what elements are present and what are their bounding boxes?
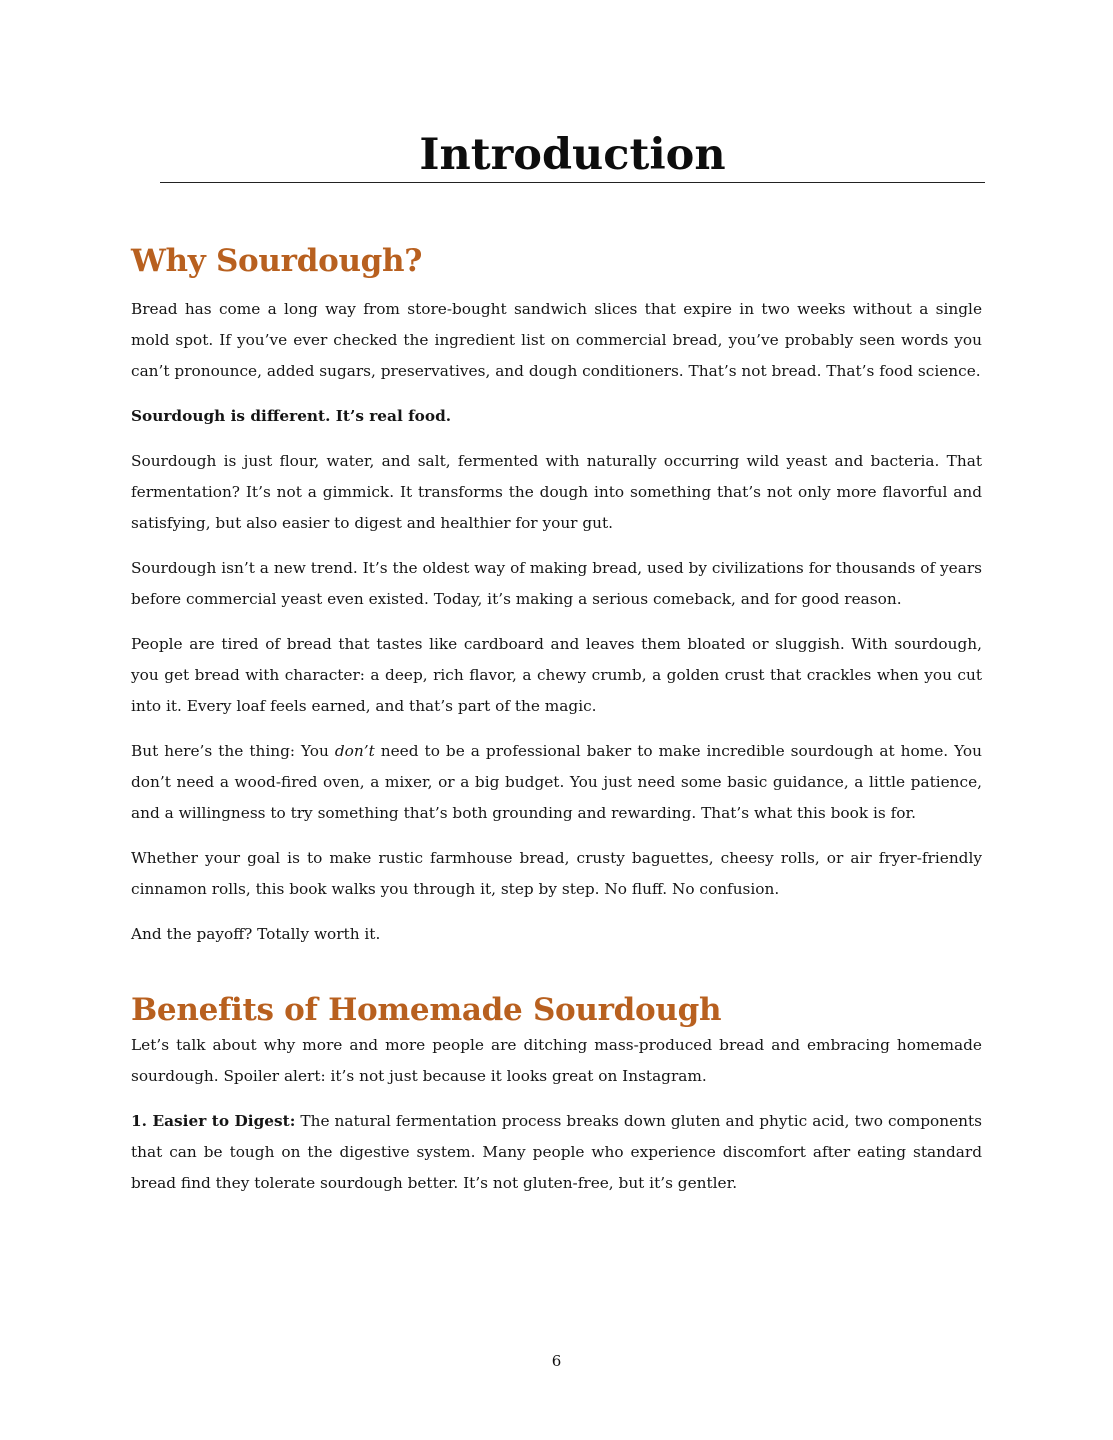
text-run: need to be a professional baker to make incredible sourdough at home. You don’t need a wood-fired oven, a mixer, or a big budget. You just need some basic guidance, a little patience, and a willingness to try something that’s both grounding and rewarding. That’s what this book is for. <box>131 742 982 822</box>
text-run: But here’s the thing: You <box>131 742 335 760</box>
paragraph: Sourdough is just flour, water, and salt, fermented with naturally occurring wild yeast and bacteria. That fermentation? It’s not a gimmick. It transforms the dough into something that’s not only more flavorful and satisfying, but also easier to digest and healthier for your gut. <box>131 452 982 532</box>
section-heading-why-sourdough: Why Sourdough? <box>131 243 423 279</box>
benefit-text: The natural fermentation process breaks down gluten and phytic acid, two components that can be tough on the digestive system. Many people who experience discomfort after eating standard bread find they tolerate sourdough better. It’s not gluten-free, but it’s gentler. <box>131 1112 982 1192</box>
title-divider <box>160 182 985 183</box>
page-number: 6 <box>551 1352 562 1370</box>
chapter-title: Introduction <box>419 130 726 180</box>
paragraph: Sourdough isn’t a new trend. It’s the oldest way of making bread, used by civilizations for thousands of years before commercial yeast even existed. Today, it’s making a serious comeback, and for good reason. <box>131 559 982 608</box>
paragraph: People are tired of bread that tastes like cardboard and leaves them bloated or sluggish. With sourdough, you get bread with character: a deep, rich flavor, a chewy crumb, a golden crust that crackles when you cut into it. Every loaf feels earned, and that’s part of the magic. <box>131 635 982 715</box>
paragraph: Whether your goal is to make rustic farmhouse bread, crusty baguettes, cheesy rolls, or air fryer-friendly cinnamon rolls, this book walks you through it, step by step. No fluff. No confusion. <box>131 849 982 898</box>
benefit-item <box>131 1106 982 1199</box>
emphasis-text: don’t <box>334 742 375 760</box>
page-content <box>131 236 982 1213</box>
paragraph <box>131 736 982 829</box>
bold-statement: Sourdough is different. It’s real food. <box>131 407 452 425</box>
benefit-label: 1. Easier to Digest: <box>131 1112 296 1130</box>
paragraph: Bread has come a long way from store-bought sandwich slices that expire in two weeks without a single mold spot. If you’ve ever checked the ingredient list on commercial bread, you’ve probably seen words you can’t pronounce, added sugars, preservatives, and dough conditioners. That’s not bread. That’s food science. <box>131 300 982 380</box>
section-heading-benefits: Benefits of Homemade Sourdough <box>131 992 722 1028</box>
paragraph: And the payoff? Totally worth it. <box>131 925 381 943</box>
paragraph: Let’s talk about why more and more people are ditching mass-produced bread and embracing homemade sourdough. Spoiler alert: it’s not just because it looks great on Instagram. <box>131 1036 982 1085</box>
